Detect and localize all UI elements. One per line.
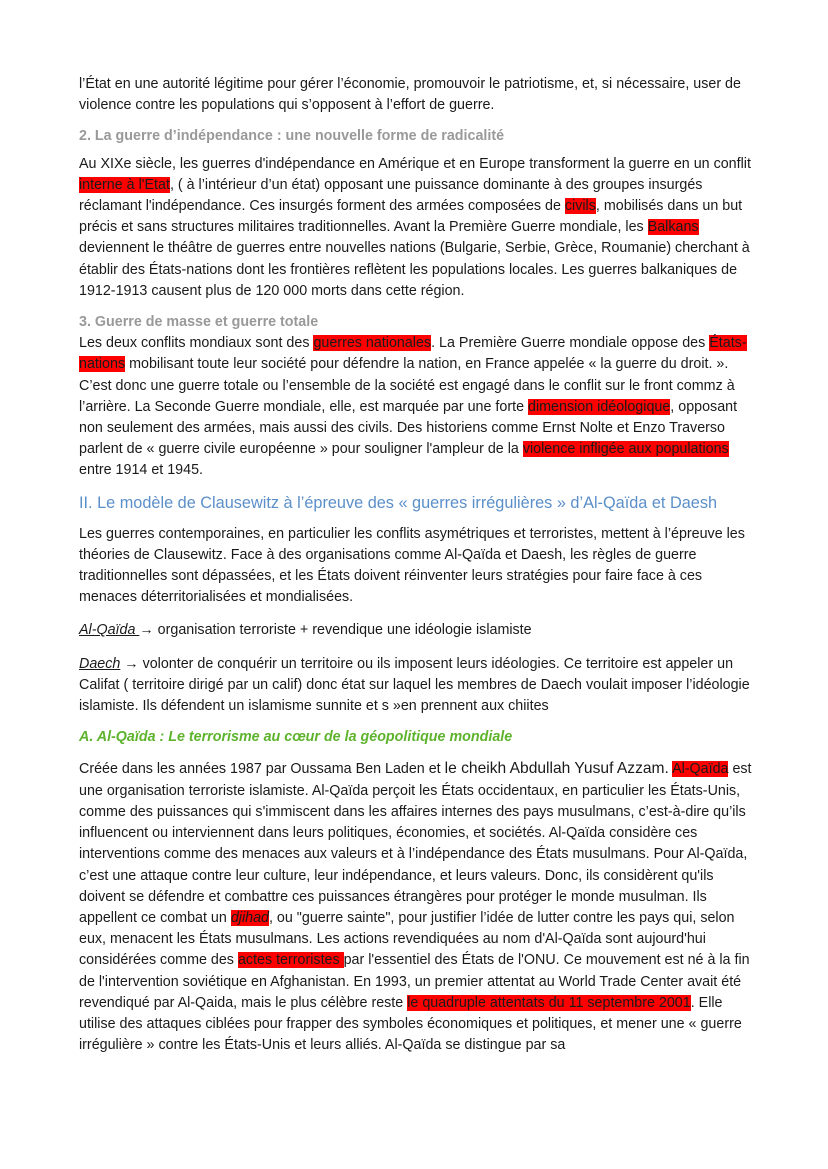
highlight-11-septembre: le quadruple attentats du 11 septembre 2001 xyxy=(407,994,691,1011)
section-2-paragraph xyxy=(79,154,759,302)
highlight-civils: civils xyxy=(564,198,596,215)
text-run: Créée dans les années 1987 par Oussama Ben Laden et xyxy=(79,761,445,778)
highlight-djihad: djihad xyxy=(230,909,269,926)
text-run: mobilisant toute leur société pour défendre la nation, en France appelée « la guerre du droit. ». C’est donc une guerre totale ou l’ensemble de la société est engagé dans le conflit sur le front commz à l’arrière. La Seconde Guerre mondiale, elle, est marquée par une forte xyxy=(79,356,735,415)
term-daech: Daech xyxy=(79,655,121,672)
text-run: , opposant non seulement des armées, mais aussi des civils. Des historiens comme Ernst Nolte et Enzo Traverso parlent de « guerre civile européenne » pour souligner l'ampleur de la xyxy=(79,398,738,458)
section-3-heading: 3. Guerre de masse et guerre totale xyxy=(79,314,319,331)
text-run: . Elle utilise des attaques ciblées pour frapper des symboles économiques et politiques, et mener une « guerre irrégulière » contre les États-Unis et leurs alliés. Al-Qaïda se distingue par sa xyxy=(79,994,742,1054)
definition-alqaida xyxy=(79,620,759,641)
intro-paragraph: l’État en une autorité légitime pour gérer l’économie, promouvoir le patriotisme, et, si nécessaire, user de violence contre les populations qui s’opposent à l’effort de guerre. xyxy=(79,76,741,114)
highlight-interne: interne à l'Etat xyxy=(79,176,170,193)
part-2-heading: II. Le modèle de Clausewitz à l’épreuve des « guerres irrégulières » d’Al-Qaïda et Daesh xyxy=(79,493,718,512)
text-run: par l'essentiel des États de l'ONU. Ce mouvement est né à la fin de l'intervention soviétique en Afghanistan. En 1993, un premier attentat au World Trade Center avait été revendiqué par Al-Qaida, mais le plus célèbre reste xyxy=(79,952,750,1011)
highlight-guerres-nationales: guerres nationales xyxy=(313,335,432,352)
highlight-etats-nations: États-nations xyxy=(79,335,747,373)
highlight-dimension-ideologique: dimension idéologique xyxy=(528,398,671,415)
text-run: Les deux conflits mondiaux sont des xyxy=(79,335,314,352)
text-run: Au XIXe siècle, les guerres d'indépendance en Amérique et en Europe transforment la guerre en un conflit xyxy=(79,155,751,172)
definition-text: → organisation terroriste + revendique une idéologie islamiste xyxy=(139,622,532,639)
text-run: deviennent le théâtre de guerres entre nouvelles nations (Bulgarie, Serbie, Grèce, Roumanie) cherchant à établir des États-nations dont les frontières reflètent les populations locales. Les guerres balkaniques de 1912-1913 causent plus de 120 000 morts dans cette région. xyxy=(79,240,750,299)
part-2-intro: Les guerres contemporaines, en particulier les conflits asymétriques et terroristes, mettent à l’épreuve les théories de Clausewitz. Face à des organisations comme Al-Qaïda et Daesh, les règles de guerre traditionnelles sont dépassées, et les États doivent réinventer leurs stratégies pour faire face à ces menaces déterritorialisées et mondialisées. xyxy=(79,525,745,606)
text-run: est une organisation terroriste islamiste. Al-Qaïda perçoit les États occidentaux, en particulier les États-Unis, comme des puissances qui s'immiscent dans les affaires internes des pays musulmans, c’est-à-dire qu’ils influencent ou interviennent dans leurs politiques, économies, et sociétés. Al-Qaïda considère ces interventions comme des menaces aux valeurs et à l’indépendance des États musulmans. Pour Al-Qaïda, c’est une attaque contre leur culture, leur indépendance, et leurs valeurs. Donc, ils considèrent qu'ils doivent se défendre et combattre ces puissances étrangères pour protéger le monde musulman. Ils appellent ce combat un xyxy=(79,761,752,926)
definition-text: → volonter de conquérir un territoire ou ils imposent leurs idéologies. Ce territoire est appeler un Califat ( territoire dirigé par un calif) donc état sur laquel les membres de Daech voulait imposer l’idéologie islamiste. Ils défendent un islamisme sunnite et s »en prennent aux chiites xyxy=(79,655,750,715)
text-run: , mobilisés dans un but précis et sans structures militaires traditionnelles. Avant la Première Guerre mondiale, les xyxy=(79,198,743,236)
section-a-heading: A. Al-Qaïda : Le terrorisme au cœur de la géopolitique mondiale xyxy=(79,729,513,746)
term-alqaida: Al-Qaïda xyxy=(79,622,140,639)
text-run-large: le cheikh Abdullah Yusuf Azzam. xyxy=(444,760,669,778)
text-run: , ( à l’intérieur d’un état) opposant une puissance dominante à des groupes insurgés réclamant l'indépendance. Ces insurgés forment des armées composées de xyxy=(79,176,703,215)
document-body xyxy=(79,74,759,1056)
section-2-heading: 2. La guerre d’indépendance : une nouvelle forme de radicalité xyxy=(79,128,505,145)
highlight-actes-terroristes: actes terroristes xyxy=(237,952,344,969)
section-a-paragraph xyxy=(79,758,759,1056)
highlight-alqaida: Al-Qaïda xyxy=(672,761,729,778)
text-run: entre 1914 et 1945. xyxy=(79,462,204,479)
text-run: , ou "guerre sainte", pour justifier l’idée de lutter contre les pays qui, selon eux, menacent les États musulmans. Les actions revendiquées au nom d'Al-Qaïda sont aujourd'hui considérées comme des xyxy=(79,909,735,969)
section-3-paragraph xyxy=(79,333,759,481)
text-run: . La Première Guerre mondiale oppose des xyxy=(431,335,710,352)
highlight-balkans: Balkans xyxy=(647,219,699,236)
highlight-violence: violence infligée aux populations xyxy=(522,441,729,458)
definition-daech xyxy=(79,654,759,718)
